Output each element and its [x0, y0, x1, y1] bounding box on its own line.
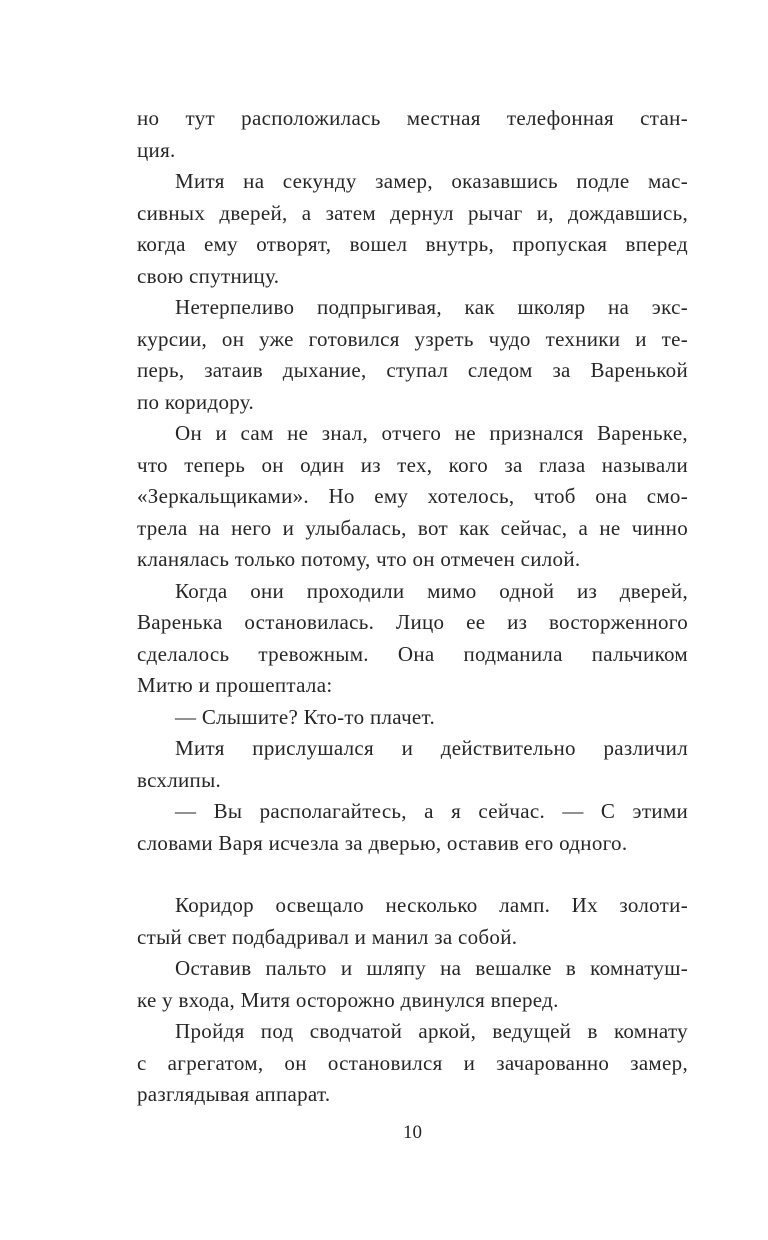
text-line: по коридору.	[137, 389, 255, 414]
text-line: Варенька остановилась. Лицо ее из восторженного	[137, 610, 688, 634]
text-line: Когда они проходили мимо одной из дверей,	[175, 578, 688, 603]
paragraph	[137, 1016, 688, 1111]
paragraph	[137, 418, 688, 576]
text-line: разглядывая аппарат.	[137, 1082, 331, 1106]
text-line: Митю и прошептала:	[137, 673, 333, 697]
text-line: сивных дверей, а затем дернул рычаг и, дождавшись,	[137, 200, 688, 225]
paragraph	[137, 953, 688, 1016]
text-line: Пройдя под сводчатой аркой, ведущей в комнату	[175, 1019, 688, 1043]
text-line: «Зеркальщиками». Но ему хотелось, чтоб она смо-	[137, 484, 688, 508]
text-line: что теперь он один из тех, кого за глаза называли	[137, 452, 688, 477]
text-line: словами Варя исчезла за дверью, оставив его одного.	[137, 830, 628, 855]
text-line: — Слышите? Кто-то плачет.	[175, 704, 436, 729]
text-line: когда ему отворят, вошел внутрь, пропуская вперед	[137, 232, 688, 256]
text-line: ция.	[137, 137, 176, 162]
text-line: Коридор освещало несколько ламп. Их золоти-	[175, 893, 688, 917]
paragraph	[137, 103, 688, 166]
paragraph	[137, 576, 688, 702]
text-line: курсии, он уже готовился узреть чудо техники и те-	[137, 326, 688, 351]
text-line: с агрегатом, он остановился и зачарованно замер,	[137, 1050, 688, 1075]
text-line: Оставив пальто и шляпу на вешалке в комнатуш-	[175, 956, 688, 980]
text-line: свою спутницу.	[137, 263, 280, 288]
text-line: сделалось тревожным. Она подманила пальчиком	[137, 641, 688, 666]
text-line: кланялась только потому, что он отмечен силой.	[137, 547, 581, 571]
page-text	[137, 103, 688, 1111]
text-line: но тут расположилась местная телефонная стан-	[137, 106, 688, 130]
page-number: 10	[403, 1122, 422, 1143]
text-line: Митя прислушался и действительно различил	[175, 736, 688, 760]
paragraph	[137, 890, 688, 953]
text-line: всхлипы.	[137, 767, 222, 792]
text-line: — Вы располагайтесь, а я сейчас. — С этими	[175, 799, 688, 823]
text-line: ке у входа, Митя осторожно двинулся вперед.	[137, 987, 559, 1012]
paragraph	[137, 733, 688, 796]
text-line: перь, затаив дыхание, ступал следом за Варенькой	[137, 358, 688, 382]
text-line: стый свет подбадривал и манил за собой.	[137, 924, 518, 949]
text-line: Нетерпеливо подпрыгивая, как школяр на экс-	[175, 295, 688, 319]
text-line: Митя на секунду замер, оказавшись подле мас-	[175, 169, 688, 193]
paragraph	[137, 702, 688, 734]
text-line: трела на него и улыбалась, вот как сейчас, а не чинно	[137, 515, 688, 540]
paragraph	[137, 292, 688, 418]
paragraph	[137, 796, 688, 859]
paragraph	[137, 166, 688, 292]
text-line: Он и сам не знал, отчего не признался Вареньке,	[175, 421, 688, 445]
